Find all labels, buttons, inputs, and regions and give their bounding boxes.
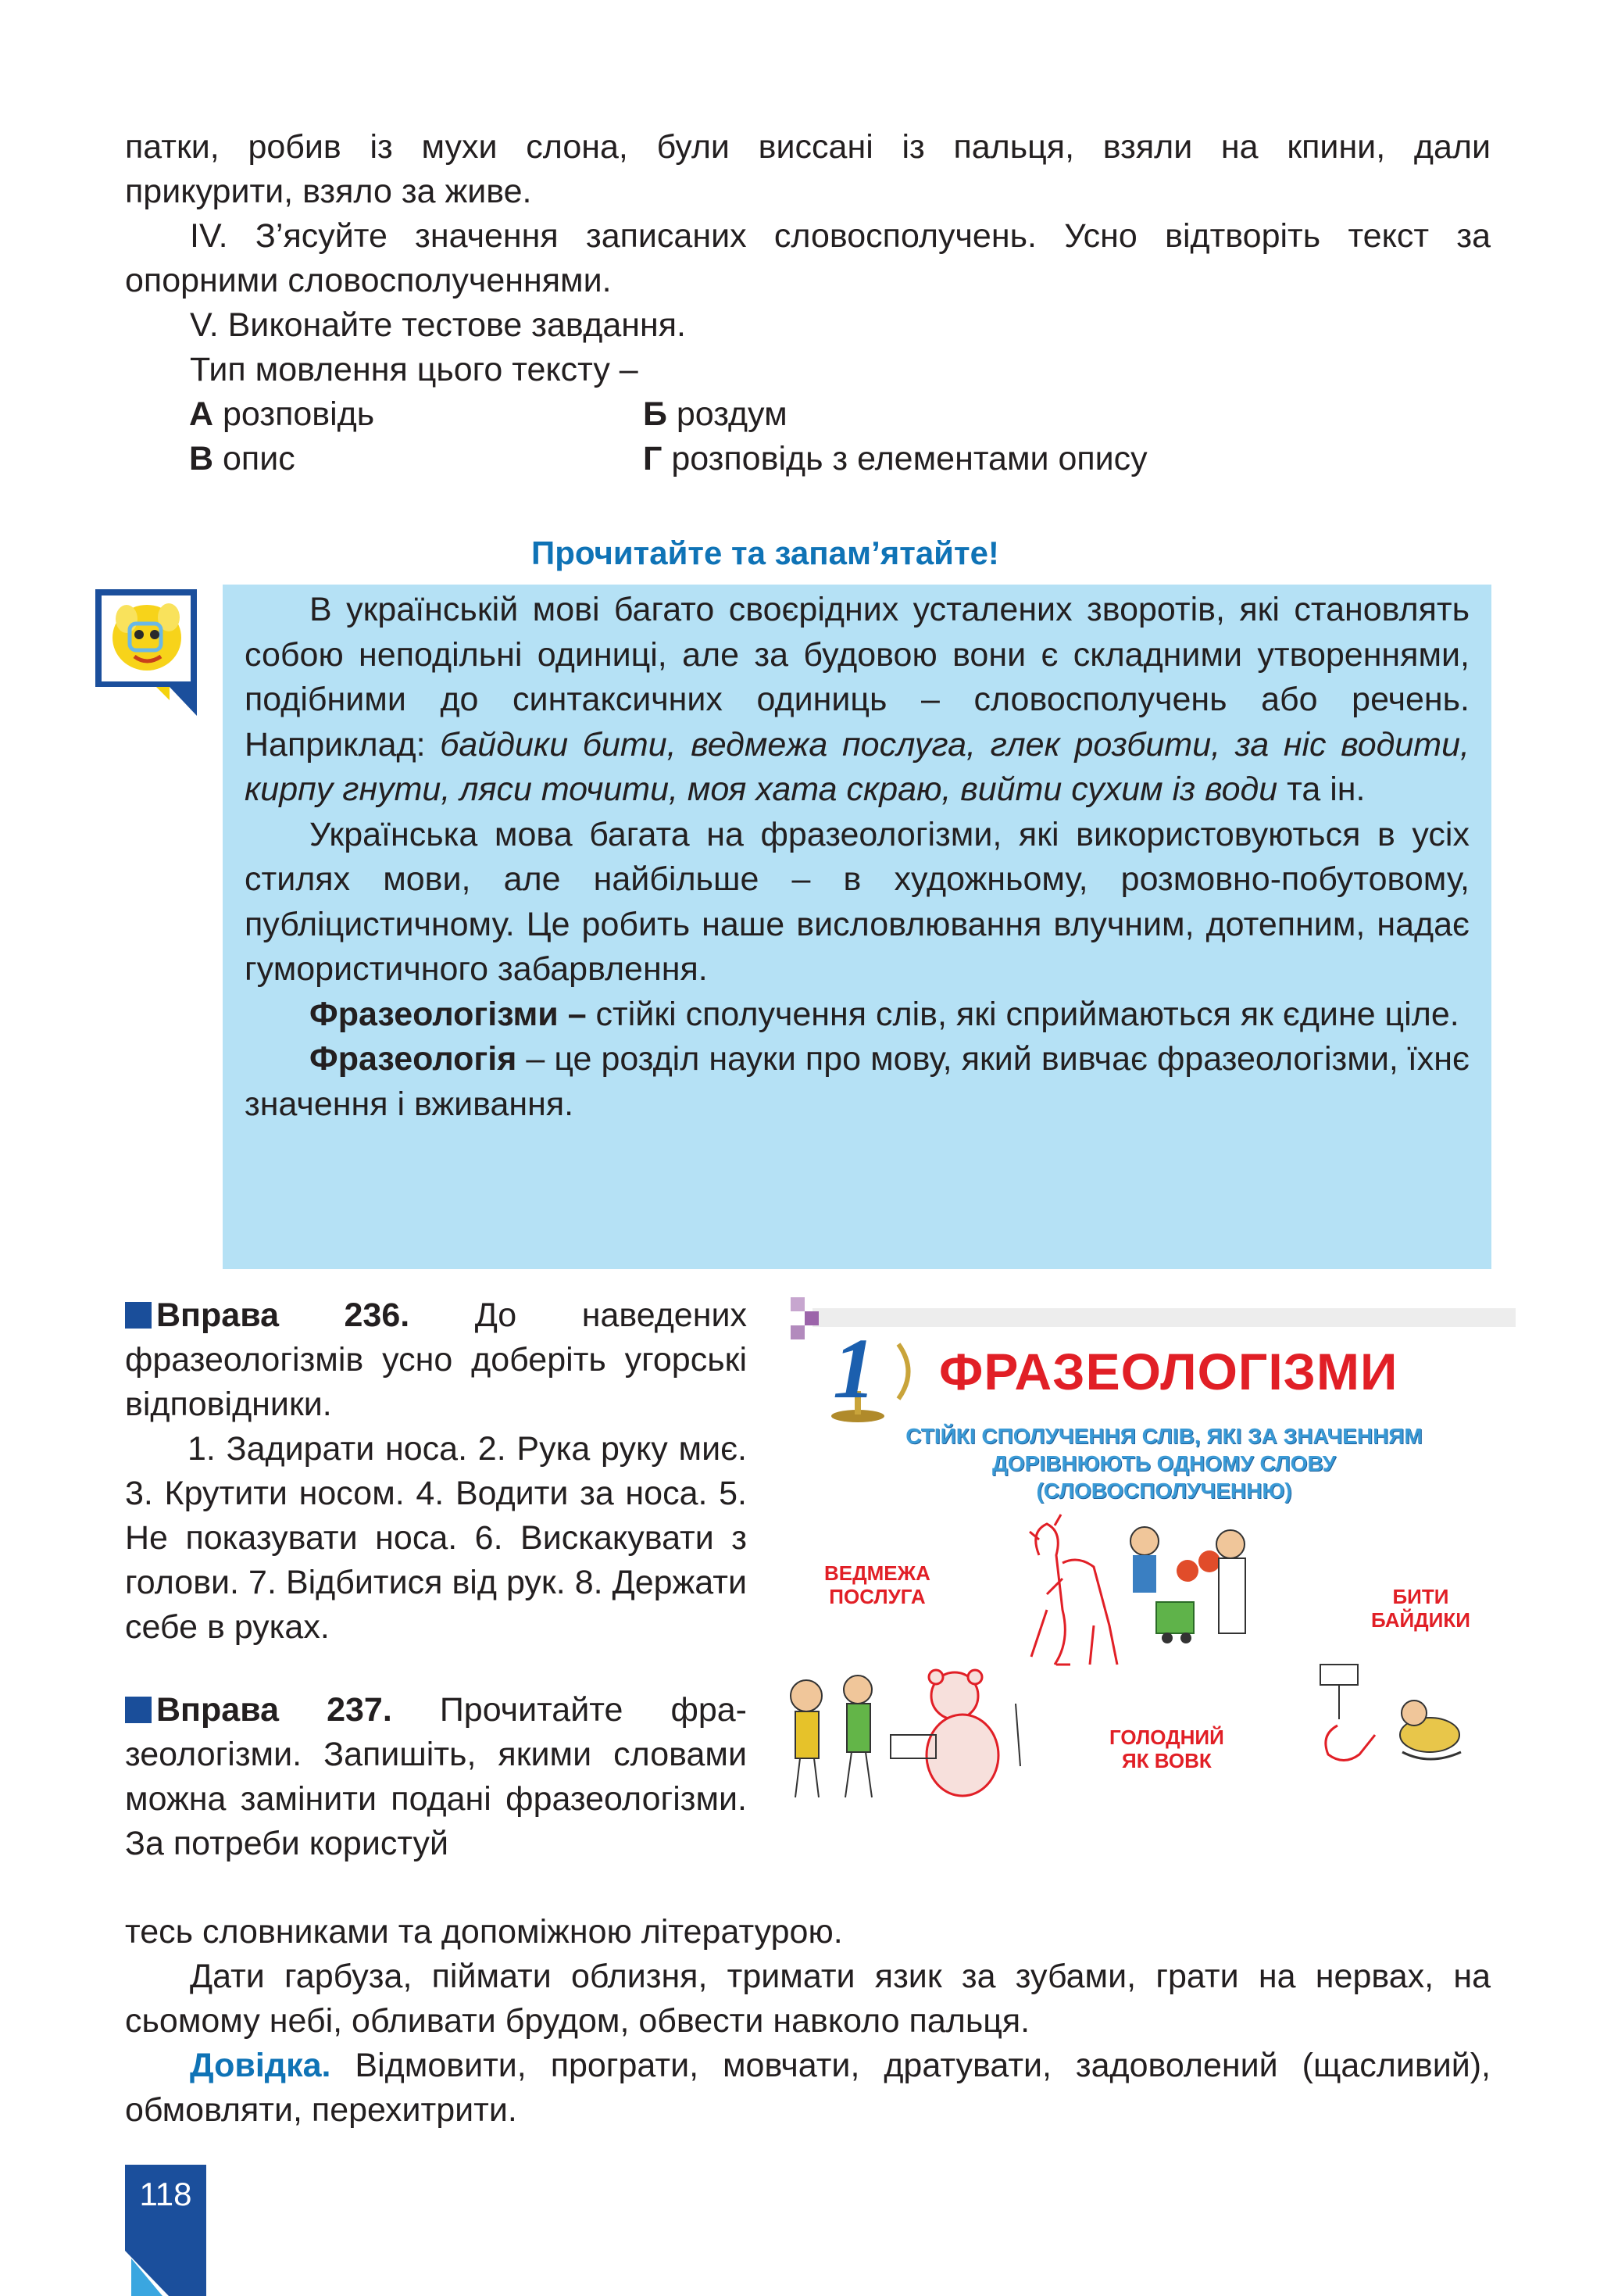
label-holodnyi-yak-vovk: ГОЛОДНИЙ ЯК ВОВК [1109,1726,1224,1772]
exercise-237-phrases: Дати гарбуза, піймати облизня, тримати язик за зубами, грати на нервах, на сьомому небі, обливати брудом, обвести навколо пальця. [125,1958,1491,2040]
phraseologisms-illustration [781,1297,1523,1813]
rule-box [223,585,1491,1269]
rule-definition-phraseology: Фразеологія – це розділ науки про мову, який вивчає фразеологізми, їхнє значення і вживання. [245,1040,1470,1123]
exercise-236-list: 1. Задирати носа. 2. Рука руку миє. 3. Крутити носом. 4. Водити за носа. 5. Не показувати носа. 6. Вискакувати з голови. 7. Відбитися від рук. 8. Держати себе в руках. [125,1430,747,1646]
option-h: Г розповідь з елементами опису [643,440,1148,477]
rule-heading: Прочитайте та запам’ятайте! [531,535,999,571]
exercise-237-hint: Довідка. Відмовити, програти, мовчати, дратувати, задоволений (щасливий), обмовляти, перехитрити. [125,2047,1491,2129]
test-question: Тип мовлення цього тексту – [190,351,638,388]
continuation-line-2: прикурити, взяло за живе. [125,173,532,210]
illustration-subtitle: СТІЙКІ СПОЛУЧЕННЯ СЛІВ, ЯКІ ЗА ЗНАЧЕННЯМ ДОРІВНЮЮТЬ ОДНОМУ СЛОВУ (СЛОВОСПОЛУЧЕННЮ) [905,1424,1423,1503]
rule-paragraph-2: Українська мова багата на фразеологізми, які використовуються в усіх стилях мови, але найбільше – в художньому, розмовно-побутовому, публіцистичному. Це робить наше висловлювання влучним, дотепним, надає гумористичного забарвлення. [245,815,1470,988]
rule-definition-phraseologisms: Фразеологізми – стійкі сполучення слів, які сприймаються як єдине ціле. [309,995,1459,1033]
illustration-title: ФРАЗЕОЛОГІЗМИ [939,1343,1398,1400]
option-b: Б роздум [643,395,788,433]
option-a: А розповідь [189,395,375,433]
exercise-236 [125,1293,747,1650]
label-vedmezha-posluha: ВЕДМЕЖА ПОСЛУГА [824,1561,930,1608]
exercise-237 [125,1688,747,1866]
remember-badge-icon [95,589,197,716]
page-number: 118 [139,2176,192,2212]
top-text [125,125,1491,481]
exercise-237-task-end: тесь словниками та допоміжною літературою. [125,1913,843,1951]
svg-text:1: 1 [833,1321,876,1416]
rule-paragraph-1: В українській мові багато своєрідних усталених зворотів, які становлять собою неподільні одиниці, але за будовою вони є складними утвореннями, подібними до синтаксичних одиниць – словосполучень або речень. Наприклад: байдики бити, ведмежа послуга, глек розбити, за ніс водити, кирпу гнути, ляси точити, моя хата скраю, вийти сухим із води та ін. [245,591,1470,808]
task-4: IV. З’ясуйте значення записаних словосполучень. Усно відтворіть текст за опорними словосполученнями. [125,217,1491,299]
exercise-237-task: Вправа 237. Прочитайте фразеологізми. Запишіть, якими словами можна замінити подані фразеологізми. За потреби користуй [125,1691,747,1862]
label-byty-baidyky: БИТИ БАЙДИКИ [1371,1585,1470,1632]
option-v: В опис [189,440,295,477]
exercise-marker-icon [125,1302,152,1329]
exercise-236-task: Вправа 236. До наведених фразеологізмів усно доберіть угорські відповідники. [125,1296,747,1423]
options-row-2 [189,437,1491,481]
page-number-tab [125,2165,206,2296]
task-5: V. Виконайте тестове завдання. [190,306,686,344]
options-row-1 [189,392,1491,437]
bottom-text [125,1910,1491,2133]
continuation-line-1: патки, робив із мухи слона, були виссані із пальця, взяли на кпини, дали [125,128,1491,166]
rule-examples: байдики бити, ведмежа послуга, глек розбити, за ніс водити, кирпу гнути, ляси точити, моя хата скраю, вийти сухим із води [245,725,1470,808]
exercise-marker-icon [125,1697,152,1723]
